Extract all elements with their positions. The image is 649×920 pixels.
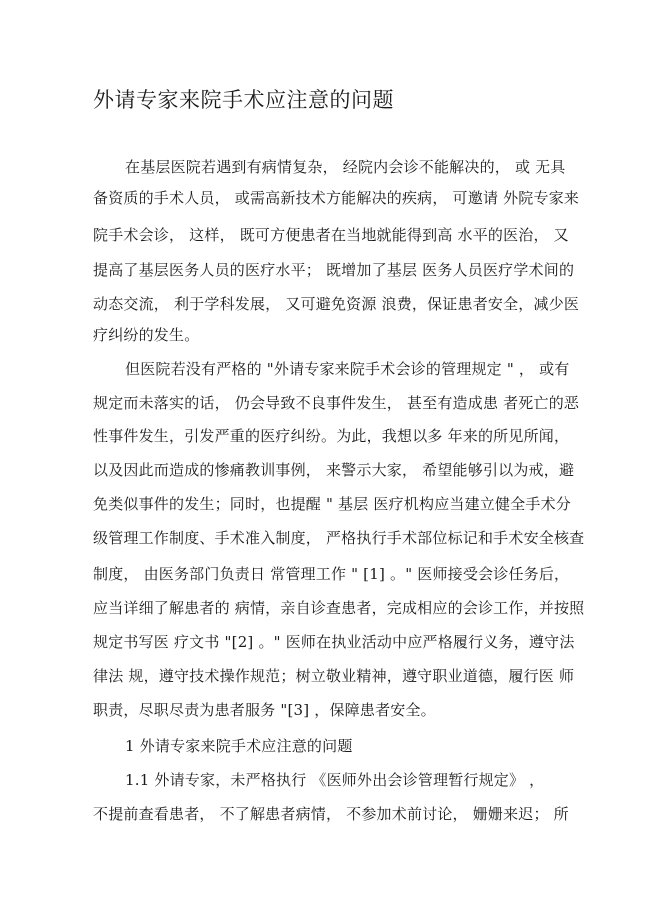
- paragraph-line: 疗纠纷的发生。: [93, 326, 200, 344]
- paragraph-line: 级管理工作制度、手术准入制度， 严格执行手术部位标记和手术安全核查: [93, 529, 585, 547]
- paragraph-line: 院手术会诊， 这样， 既可方便患者在当地就能得到高 水平的医治， 又: [93, 226, 569, 244]
- paragraph-line: 职责，尽职尽责为患者服务 "[3] ，保障患者安全。: [93, 701, 436, 719]
- paragraph-line: 性事件发生，引发严重的医疗纠纷。为此，我想以多 年来的所见所闻，: [93, 427, 570, 445]
- document-title: 外请专家来院手术应注意的问题: [93, 88, 394, 112]
- paragraph-line: 以及因此而造成的惨痛教训事例， 来警示大家， 希望能够引以为戒，避: [93, 461, 575, 479]
- paragraph-line: 但医院若没有严格的 "外请专家来院手术会诊的管理规定 " ， 或有: [125, 360, 570, 378]
- paragraph-line: 免类似事件的发生；同时，也提醒 " 基层 医疗机构应当建立健全手术分: [93, 495, 572, 513]
- paragraph-line: 应当详细了解患者的 病情，亲自诊查患者，完成相应的会诊工作，并按照: [93, 599, 585, 617]
- paragraph-line: 动态交流， 利于学科发展， 又可避免资源 浪费，保证患者安全，减少医: [93, 295, 580, 313]
- subsection-heading: 1.1 外请专家，未严格执行 《医师外出会诊管理暂行规定》 ，: [125, 771, 545, 789]
- paragraph-line: 在基层医院若遇到有病情复杂， 经院内会诊不能解决的， 或 无具: [125, 158, 566, 176]
- paragraph-line: 规定而未落实的话， 仍会导致不良事件发生， 甚至有造成患 者死亡的恶: [93, 394, 580, 412]
- paragraph-line: 提高了基层医务人员的医疗水平； 既增加了基层 医务人员医疗学术间的: [93, 261, 575, 279]
- paragraph-line: 规定书写医 疗文书 "[2] 。" 医师在执业活动中应严格履行义务，遵守法: [93, 633, 575, 651]
- paragraph-line: 律法 规，遵守技术操作规范；树立敬业精神，遵守职业道德，履行医 师: [93, 667, 575, 685]
- paragraph-line: 制度， 由医务部门负责日 常管理工作 " [1] 。" 医师接受会诊任务后，: [93, 565, 570, 583]
- section-heading: 1 外请专家来院手术应注意的问题: [125, 737, 353, 755]
- paragraph-line: 不提前查看患者， 不了解患者病情， 不参加术前讨论， 姗姗来迟； 所: [93, 805, 569, 823]
- paragraph-line: 备资质的手术人员， 或需高新技术方能解决的疾病， 可邀请 外院专家来: [93, 189, 580, 207]
